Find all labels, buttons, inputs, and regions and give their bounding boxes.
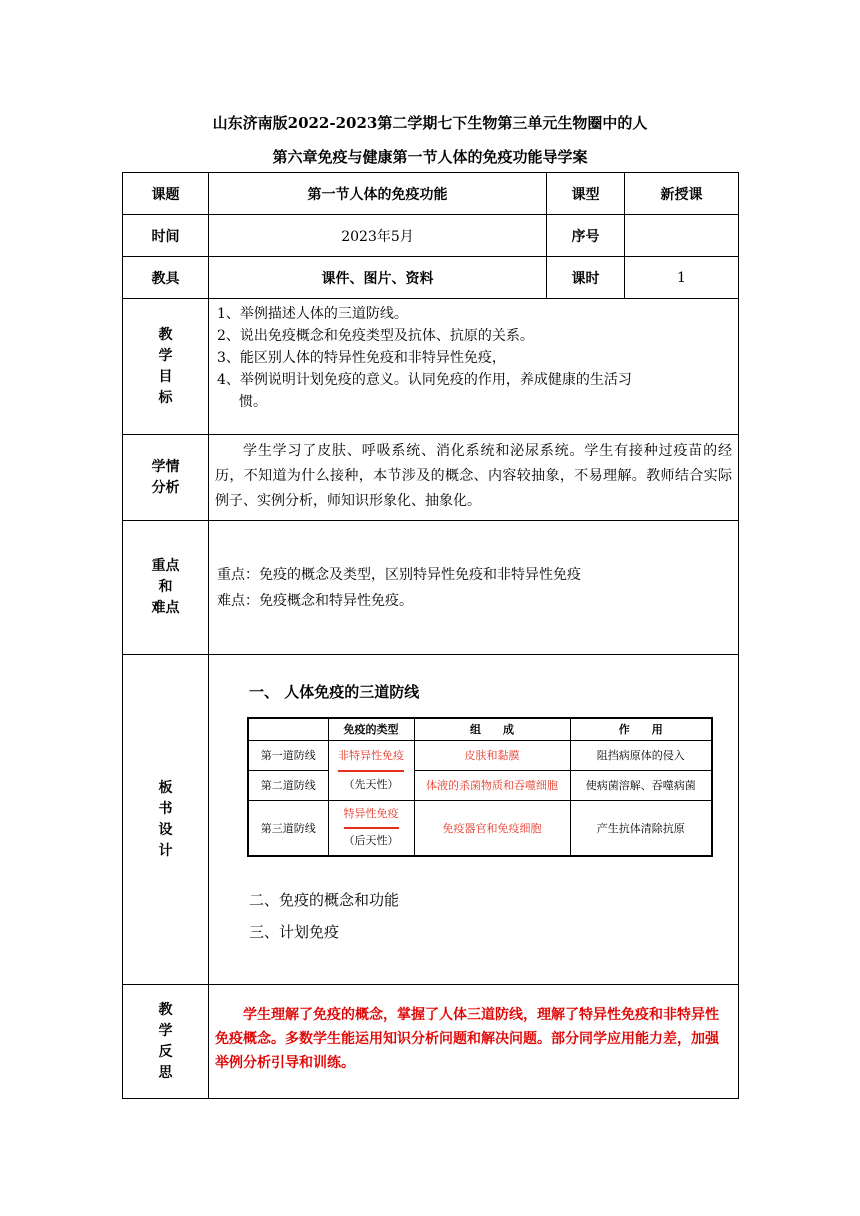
info-row-topic — [123, 173, 739, 215]
board-heading-1: 一、 人体免疫的三道防线 — [249, 683, 420, 701]
time-label: 时间 — [123, 215, 209, 257]
type-label: 课型 — [547, 173, 625, 215]
immune-header-cell: 作 用 — [570, 718, 712, 740]
function-cell: 阻挡病原体的侵入 — [570, 740, 712, 770]
immune-header-cell — [248, 718, 328, 740]
info-row-time — [123, 215, 739, 257]
keypoints-row — [123, 521, 739, 655]
hours-value: 1 — [625, 257, 739, 299]
nonspecific-immunity-cell: 非特异性免疫 （先天性） — [328, 740, 414, 800]
keypoints-label: 重点 和 难点 — [123, 521, 209, 655]
document-subtitle: 第六章免疫与健康第一节人体的免疫功能导学案 — [272, 148, 588, 166]
goal-item-continuation: 惯。 — [239, 394, 267, 410]
immune-table-header — [248, 718, 712, 740]
analysis-row — [123, 435, 739, 521]
topic-value: 第一节人体的免疫功能 — [209, 173, 547, 215]
reflection-row — [123, 985, 739, 1099]
reflection-label: 教 学 反 思 — [123, 985, 209, 1099]
specific-immunity-cell: 特异性免疫 （后天性） — [328, 800, 414, 856]
function-cell: 使病菌溶解、吞噬病菌 — [570, 770, 712, 800]
type-value: 新授课 — [625, 173, 739, 215]
composition-cell: 体液的杀菌物质和吞噬细胞 — [414, 770, 570, 800]
immune-row-first-line — [248, 740, 712, 770]
goals-label: 教 学 目 标 — [123, 299, 209, 435]
info-row-tools — [123, 257, 739, 299]
lesson-plan-table — [122, 172, 739, 1099]
immune-row-second-line — [248, 770, 712, 800]
defense-line-label: 第一道防线 — [248, 740, 328, 770]
composition-cell: 皮肤和黏膜 — [414, 740, 570, 770]
goals-row — [123, 299, 739, 435]
key-point: 重点：免疫的概念及类型，区别特异性免疫和非特异性免疫 — [217, 566, 581, 583]
immune-header-cell: 免疫的类型 — [328, 718, 414, 740]
keypoints-content — [209, 521, 739, 655]
board-label: 板 书 设 计 — [123, 655, 209, 985]
goal-item: 2、说出免疫概念和免疫类型及抗体、抗原的关系。 — [217, 328, 534, 344]
tools-label: 教具 — [123, 257, 209, 299]
composition-cell: 免疫器官和免疫细胞 — [414, 800, 570, 856]
immune-row-third-line — [248, 800, 712, 856]
difficult-point: 难点：免疫概念和特异性免疫。 — [217, 592, 413, 609]
reflection-content: 学生理解了免疫的概念，掌握了人体三道防线，理解了特异性免疫和非特异性免疫概念。多数学生能运用知识分析问题和解决问题。部分同学应用能力差，加强举例分析引导和训练。 — [209, 985, 739, 1099]
analysis-label: 学情 分析 — [123, 435, 209, 521]
board-heading-2: 二、免疫的概念和功能 — [249, 891, 400, 909]
defense-line-label: 第三道防线 — [248, 800, 328, 856]
goals-content — [209, 299, 739, 435]
board-design — [209, 655, 739, 985]
defense-line-label: 第二道防线 — [248, 770, 328, 800]
tools-value: 课件、图片、资料 — [209, 257, 547, 299]
immune-header-cell: 组 成 — [414, 718, 570, 740]
analysis-content: 学生学习了皮肤、呼吸系统、消化系统和泌尿系统。学生有接种过疫苗的经历，不知道为什么接种，本节涉及的概念、内容较抽象，不易理解。教师结合实际例子、实例分析，师知识形象化、抽象化。 — [209, 435, 739, 521]
immune-defense-table — [247, 717, 713, 857]
board-row — [123, 655, 739, 985]
board-heading-3: 三、计划免疫 — [249, 923, 340, 941]
topic-label: 课题 — [123, 173, 209, 215]
document-title: 山东济南版2022-2023第二学期七下生物第三单元生物圈中的人 — [212, 114, 648, 132]
seq-label: 序号 — [547, 215, 625, 257]
function-cell: 产生抗体清除抗原 — [570, 800, 712, 856]
goal-item: 4、举例说明计划免疫的意义。认同免疫的作用，养成健康的生活习 — [217, 372, 632, 388]
time-value: 2023年5月 — [209, 215, 547, 257]
seq-value — [625, 215, 739, 257]
goal-item: 3、能区别人体的特异性免疫和非特异性免疫， — [217, 350, 506, 366]
hours-label: 课时 — [547, 257, 625, 299]
goal-item: 1、举例描述人体的三道防线。 — [217, 306, 408, 322]
